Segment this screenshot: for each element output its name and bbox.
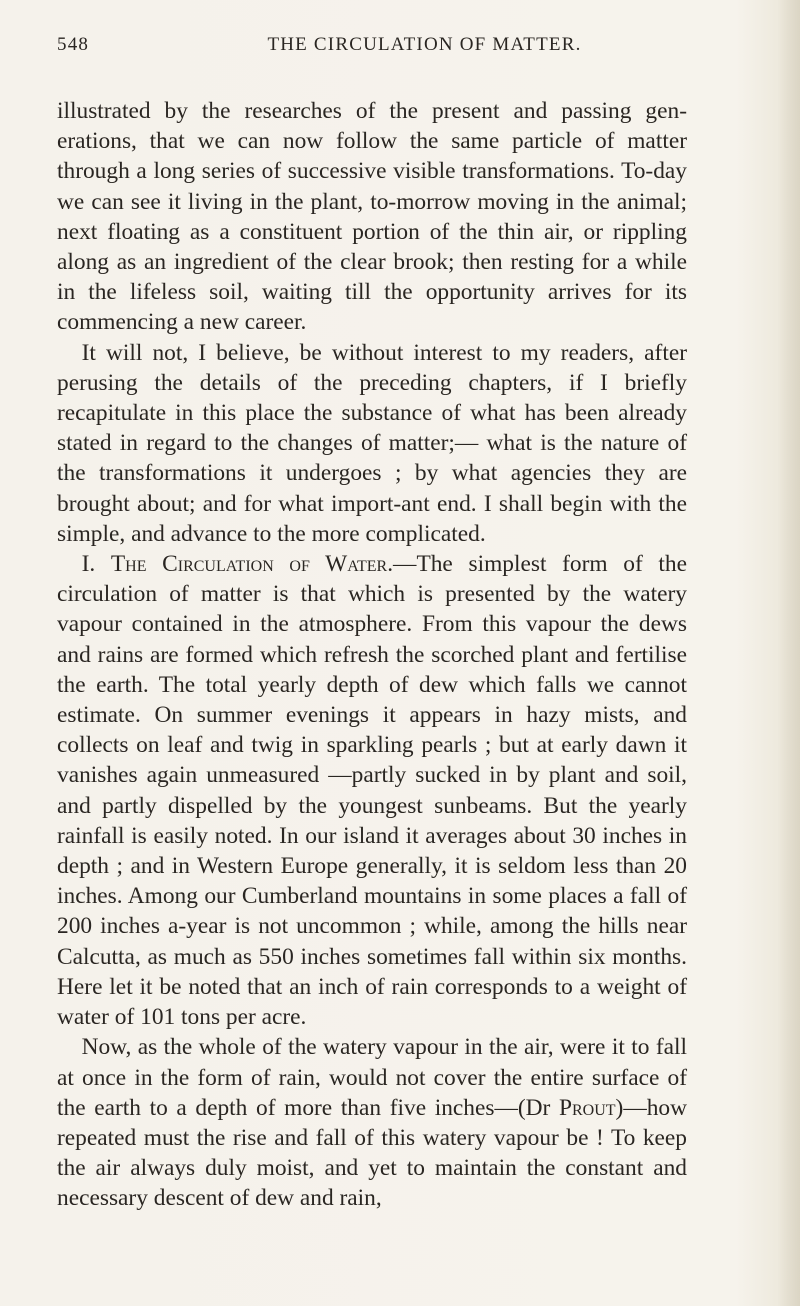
page-number: 548	[57, 34, 90, 55]
paragraph-recapitulation: It will not, I believe, be without interest to my readers, after perusing the details of the preceding chapters, if I briefly recapitulate in this place the substance of what has been already stated in regard to the changes of matter;— what is the nature of the transformations it undergoes ; by what agencies they are brought about; and for what import-ant end. I shall begin with the simple, and advance to the more complicated.	[57, 339, 687, 547]
paragraph-text-start: Now, as the whole of the watery vapour in the air, were it to fall at once in the form of rain, would not cover the entire surface of the earth to a depth of more than five inches—(Dr	[57, 1034, 687, 1121]
section-heading: The Circulation of Water.	[110, 551, 394, 578]
body-text	[57, 96, 687, 1214]
citation-author: Prout	[558, 1094, 616, 1121]
section-number: I.	[81, 551, 96, 578]
paragraph-circulation-of-water	[57, 549, 687, 1032]
paragraph-text-end: )—how repeated must the rise and fall of this watery vapour be ! To keep the air always duly moist, and yet to maintain the constant and necessary descent of dew and rain,	[57, 1094, 687, 1212]
paragraph-continued: illustrated by the researches of the present and passing gen-erations, that we can now follow the same particle of matter through a long series of successive visible transformations. To-day we can see it living in the plant, to-morrow moving in the animal; next floating as a constituent portion of the thin air, or rippling along as an ingredient of the clear brook; then resting for a while in the lifeless soil, waiting till the opportunity arrives for its commencing a new career.	[57, 98, 687, 336]
running-title: THE CIRCULATION OF MATTER.	[267, 34, 582, 55]
running-head	[57, 34, 677, 64]
paragraph-text: —The simplest form of the circulation of matter is that which is presented by the watery vapour contained in the atmosphere. From this vapour the dews and rains are formed which refresh the scorched plant and fertilise the earth. The total yearly depth of dew which falls we cannot estimate. On summer evenings it appears in hazy mists, and collects on leaf and twig in sparkling pearls ; but at early dawn it vanishes again unmeasured —partly sucked in by plant and soil, and partly dispelled by the youngest sunbeams. But the yearly rainfall is easily noted. In our island it averages about 30 inches in depth ; and in Western Europe generally, it is seldom less than 20 inches. Among our Cumberland mountains in some places a fall of 200 inches a-year is not uncommon ; while, among the hills near Calcutta, as much as 550 inches sometimes fall within six months. Here let it be noted that an inch of rain corresponds to a weight of water of 101 tons per acre.	[57, 551, 687, 1031]
page-edge-shadow	[778, 0, 800, 1306]
paragraph-watery-vapour	[57, 1032, 687, 1213]
